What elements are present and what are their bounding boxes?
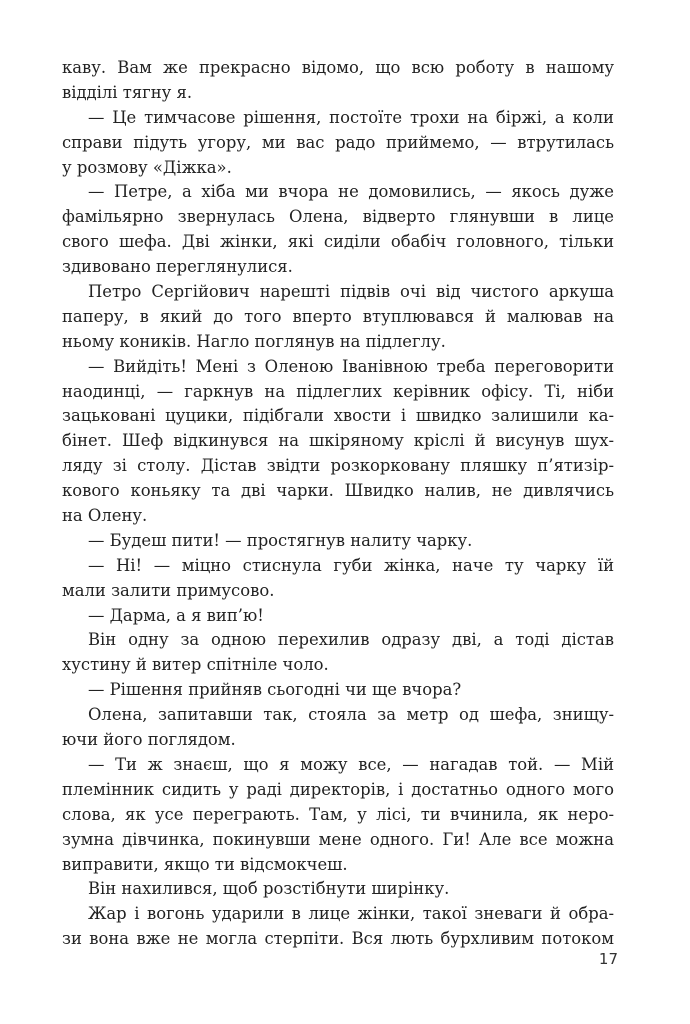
text-line: — Дарма, а я вип’ю! <box>88 605 264 625</box>
text-line: — Ти ж знаєш, що я можу все, — нагадав той. — Мій <box>88 754 614 774</box>
text-line: зи вона вже не могла стерпіти. Вся лють бурхливим потоком <box>62 929 614 949</box>
text-line: свого шефа. Дві жінки, які сиділи обабіч головного, тільки <box>62 232 614 252</box>
text-line: Він одну за одною перехилив одразу дві, а тоді дістав <box>88 630 614 650</box>
text-line: бінет. Шеф відкинувся на шкіряному кріслі й висунув шух- <box>62 431 614 451</box>
text-line: мали залити примусово. <box>62 580 275 600</box>
text-line: ньому коників. Нагло поглянув на підлеглу. <box>62 331 446 351</box>
text-line: — Вийдіть! Мені з Оленою Іванівною треба переговорити <box>88 356 614 376</box>
text-line: хустину й витер спітніле чоло. <box>62 655 329 675</box>
text-line: здивовано переглянулися. <box>62 257 293 277</box>
text-line: зацьковані цуцики, підібгали хвости і швидко залишили ка- <box>62 406 614 426</box>
text-line: зумна дівчинка, покинувши мене одного. Ги! Але все можна <box>62 829 614 849</box>
text-line: паперу, в який до того вперто втуплювався й малював на <box>62 306 614 326</box>
text-line: відділі тягну я. <box>62 82 193 102</box>
text-line: — Рішення прийняв сьогодні чи ще вчора? <box>88 680 462 700</box>
text-line: кового коньяку та дві чарки. Швидко налив, не дивлячись <box>62 481 614 501</box>
text-line: справи підуть угору, ми вас радо приймемо, — втрутилась <box>62 132 614 152</box>
text-line: ючи його поглядом. <box>62 730 236 750</box>
text-line: Олена, запитавши так, стояла за метр од шефа, знищу- <box>88 705 614 725</box>
text-line: ляду зі столу. Дістав звідти розкорковану пляшку п’ятизір- <box>62 456 614 476</box>
text-line: Петро Сергійович нарешті підвів очі від чистого аркуша <box>88 282 614 302</box>
text-line: на Олену. <box>62 506 148 526</box>
text-line: фамільярно звернулась Олена, відверто глянувши в лице <box>62 207 614 227</box>
text-line: слова, як усе переграють. Там, у лісі, ти вчинила, як неро- <box>62 804 614 824</box>
text-line: наодинці, — гаркнув на підлеглих керівник офісу. Ті, ніби <box>62 381 614 401</box>
text-line: каву. Вам же прекрасно відомо, що всю роботу в нашому <box>62 58 614 77</box>
text-line: — Петре, а хіба ми вчора не домовились, — якось дуже <box>88 182 614 202</box>
text-line: виправити, якщо ти відсмокчеш. <box>62 854 348 874</box>
text-line: Жар і вогонь ударили в лице жінки, такої зневаги й обра- <box>88 904 614 924</box>
text-line: у розмову «Діжка». <box>62 157 232 177</box>
text-line: племінник сидить у раді директорів, і достатньо одного мого <box>62 779 614 799</box>
text-line: Він нахилився, щоб розстібнути ширінку. <box>88 879 450 899</box>
text-line: — Ні! — міцно стиснула губи жінка, наче ту чарку їй <box>88 555 614 575</box>
body-text <box>62 56 614 952</box>
text-line: — Будеш пити! — простягнув налиту чарку. <box>88 530 473 550</box>
text-line: — Це тимчасове рішення, постоїте трохи на біржі, а коли <box>88 107 614 127</box>
page-number: 17 <box>598 950 618 968</box>
